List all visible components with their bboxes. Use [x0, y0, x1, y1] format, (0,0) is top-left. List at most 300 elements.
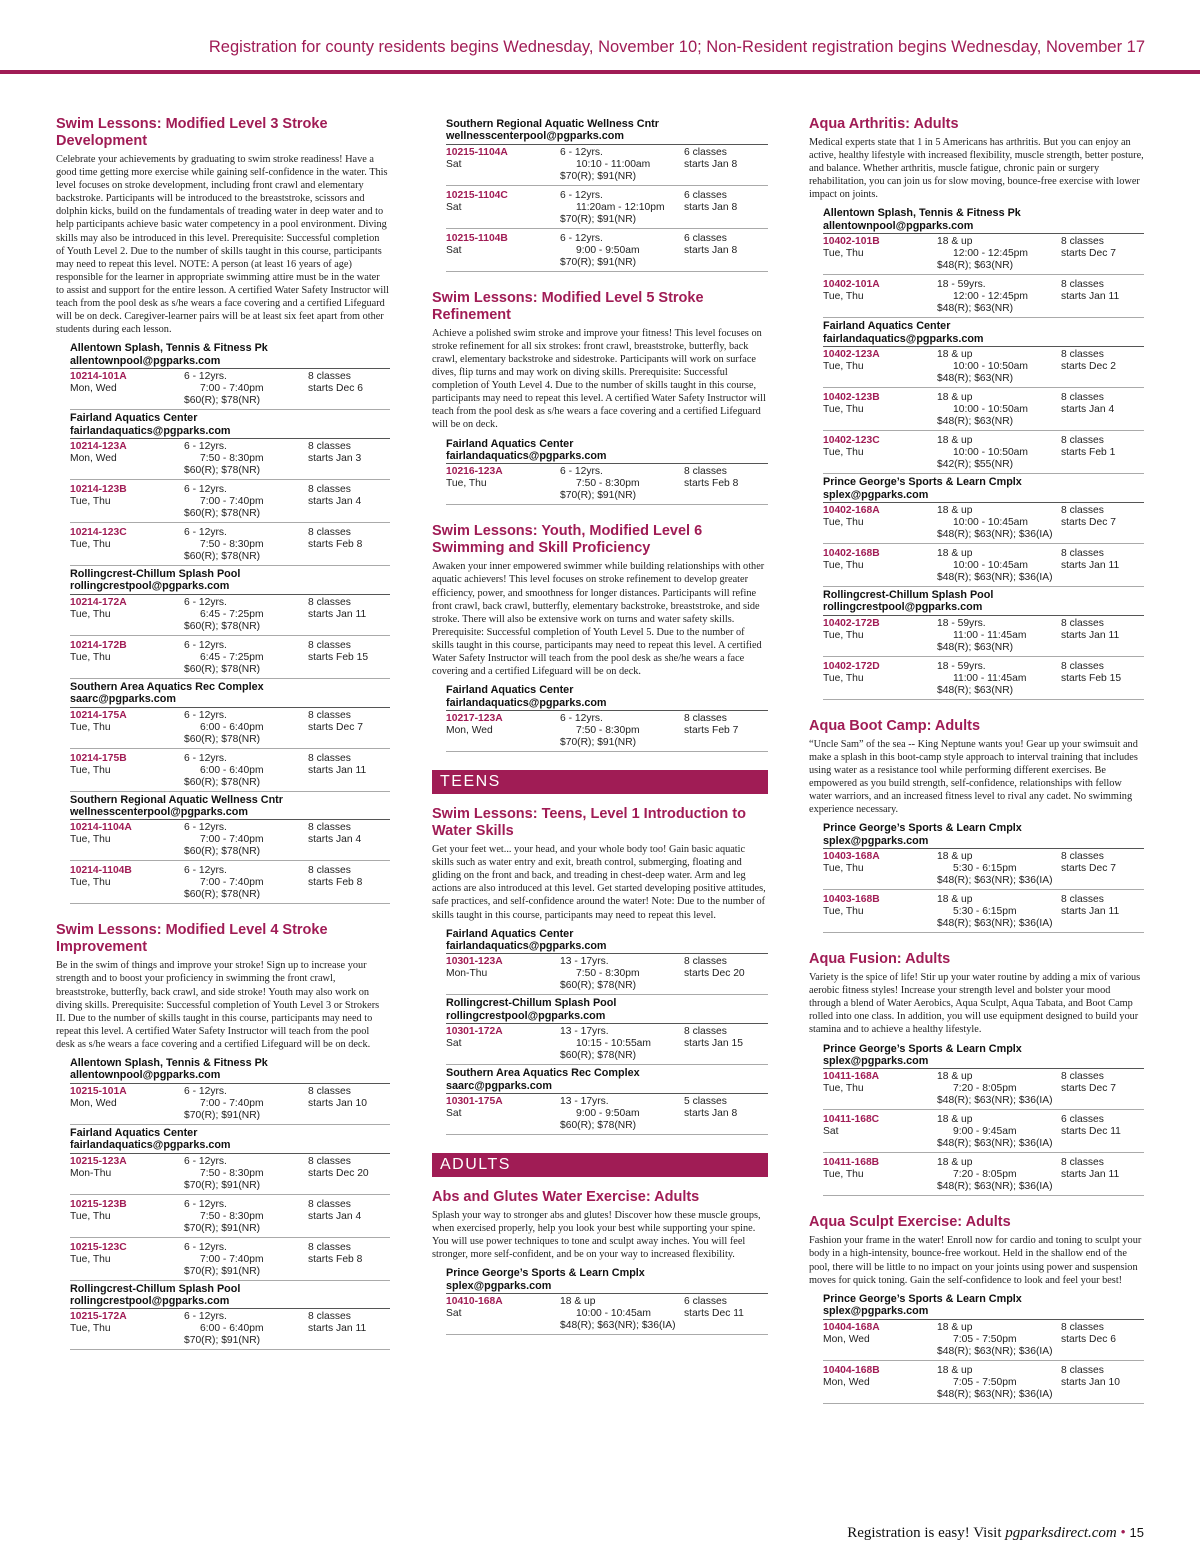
start-date: starts Jan 11 — [308, 1323, 367, 1335]
location-email[interactable]: rollingcrestpool@pgparks.com — [446, 1010, 768, 1024]
class-time: 10:10 - 11:00am — [576, 158, 651, 170]
class-count: 8 classes — [1061, 547, 1104, 559]
class-days: Tue, Thu — [823, 863, 864, 875]
class-count: 8 classes — [1061, 894, 1104, 906]
location-name: Fairland Aquatics Center — [446, 684, 574, 697]
start-date: starts Dec 20 — [684, 968, 745, 980]
location-block — [823, 320, 1144, 474]
class-row — [823, 277, 1144, 318]
age-range: 6 - 12yrs. — [560, 232, 603, 244]
age-range: 18 - 59yrs. — [937, 279, 986, 291]
location-name: Southern Regional Aquatic Wellness Cntr — [70, 793, 283, 806]
course-code[interactable]: 10215-1104A — [446, 146, 508, 158]
class-count: 8 classes — [308, 865, 351, 877]
location-block — [823, 1293, 1144, 1404]
location-email[interactable]: rollingcrestpool@pgparks.com — [70, 580, 390, 594]
location-name: Allentown Splash, Tennis & Fitness Pk — [70, 1057, 268, 1070]
start-date: starts Jan 4 — [308, 495, 362, 507]
class-time: 9:00 - 9:50am — [576, 244, 640, 256]
class-count: 8 classes — [1061, 392, 1104, 404]
class-days: Tue, Thu — [70, 651, 111, 663]
age-range: 13 - 17yrs. — [560, 1026, 609, 1038]
class-time: 9:00 - 9:45am — [953, 1126, 1017, 1138]
location-block — [70, 412, 390, 566]
course-code[interactable]: 10402-172D — [823, 660, 880, 672]
class-time: 6:00 - 6:40pm — [200, 721, 264, 733]
course-code[interactable]: 10215-1104C — [446, 189, 508, 201]
program-section — [56, 116, 390, 904]
course-code[interactable]: 10215-101A — [70, 1085, 127, 1097]
start-date: starts Dec 7 — [1061, 248, 1116, 260]
class-count: 8 classes — [1061, 1321, 1104, 1333]
program-description: Fashion your frame in the water! Enroll now for cardio and toning to sculpt your body in a high-intensity, bounce-free workout. Held in the shallow end of the pool, there will be little to no impact on your joints using power and suspension moves for quick toning. Gain the self-confidence to look and feel your best! — [809, 1235, 1142, 1286]
website-link[interactable]: pgparksdirect.com — [1005, 1525, 1117, 1541]
program-description: Awaken your inner empowered swimmer while building relationships with other aquatic achievers! This level focuses on stroke refinement to develop greater efficiency, power, and smoothness for longer distances. Participants will refine front crawl, back crawl, butterfly, elementary backstroke, breaststroke, and side stroke. There will also be extensive work on turns and water safety skills. Prerequisite: Successful completion of Youth Level 5. Due to the number of skills taught in this course, participants may need to repeat this level. A certified Water Safety Instructor will teach from the pool desk as she/he wears a face covering and a certified Lifeguard will be on deck. — [432, 561, 765, 678]
class-count: 8 classes — [308, 1155, 351, 1167]
class-row — [70, 708, 390, 749]
age-range: 6 - 12yrs. — [560, 189, 603, 201]
class-row — [823, 503, 1144, 544]
class-fee: $60(R); $78(NR) — [184, 507, 261, 519]
class-row — [823, 659, 1144, 700]
start-date: starts Jan 8 — [684, 244, 738, 256]
location-name: Fairland Aquatics Center — [446, 927, 574, 940]
course-code[interactable]: 10214-172A — [70, 596, 127, 608]
course-code[interactable]: 10301-175A — [446, 1096, 503, 1108]
location-name: Rollingcrest-Chillum Splash Pool — [70, 1282, 241, 1295]
page-number: 15 — [1129, 1525, 1144, 1540]
age-range: 6 - 12yrs. — [184, 822, 227, 834]
start-date: starts Dec 7 — [308, 721, 363, 733]
location-email[interactable]: rollingcrestpool@pgparks.com — [70, 1295, 390, 1309]
course-code[interactable]: 10214-123B — [70, 483, 127, 495]
class-fee: $60(R); $78(NR) — [184, 733, 261, 745]
class-days: Tue, Thu — [823, 361, 864, 373]
class-days: Tue, Thu — [823, 629, 864, 641]
program-section — [432, 1189, 768, 1335]
course-code[interactable]: 10402-168A — [823, 504, 880, 516]
class-row — [823, 347, 1144, 388]
start-date: starts Jan 11 — [308, 764, 367, 776]
class-time: 10:00 - 10:45am — [576, 1308, 651, 1320]
course-code[interactable]: 10402-123B — [823, 392, 880, 404]
class-count: 6 classes — [684, 232, 727, 244]
class-time: 7:00 - 7:40pm — [200, 383, 264, 395]
course-code[interactable]: 10301-172A — [446, 1026, 503, 1038]
class-row — [70, 482, 390, 523]
class-row — [70, 525, 390, 566]
class-time: 11:00 - 11:45am — [953, 629, 1027, 641]
column-right — [809, 116, 1144, 1422]
location-name: Rollingcrest-Chillum Splash Pool — [823, 588, 994, 601]
class-count: 8 classes — [308, 1311, 351, 1323]
course-code[interactable]: 10214-123C — [70, 526, 127, 538]
age-range: 6 - 12yrs. — [184, 639, 227, 651]
start-date: starts Dec 6 — [1061, 1333, 1116, 1345]
class-fee: $42(R); $55(NR) — [937, 459, 1014, 471]
class-count: 8 classes — [1061, 1071, 1104, 1083]
class-row — [446, 231, 768, 272]
class-count: 5 classes — [684, 1096, 727, 1108]
course-code[interactable]: 10217-123A — [446, 713, 503, 725]
location-email[interactable]: fairlandaquatics@pgparks.com — [446, 940, 768, 954]
class-days: Mon, Wed — [823, 1333, 870, 1345]
class-time: 10:00 - 10:50am — [953, 447, 1028, 459]
class-fee: $70(R); $91(NR) — [184, 1109, 261, 1121]
location-block — [70, 1057, 390, 1125]
course-code[interactable]: 10215-172A — [70, 1311, 127, 1323]
class-time: 7:50 - 8:30pm — [200, 452, 264, 464]
course-code[interactable]: 10215-123C — [70, 1241, 127, 1253]
class-time: 6:00 - 6:40pm — [200, 764, 264, 776]
program-section — [432, 523, 768, 752]
class-days: Sat — [446, 1308, 462, 1320]
class-count: 8 classes — [308, 1085, 351, 1097]
footer-bullet: • — [1120, 1525, 1126, 1541]
location-email[interactable]: fairlandaquatics@pgparks.com — [446, 697, 768, 711]
class-fee: $70(R); $91(NR) — [184, 1335, 261, 1347]
class-count: 8 classes — [1061, 851, 1104, 863]
start-date: starts Jan 11 — [308, 608, 367, 620]
location-block — [70, 681, 390, 792]
location-email[interactable]: saarc@pgparks.com — [70, 693, 390, 707]
age-range: 18 & up — [937, 504, 973, 516]
program-title: Swim Lessons: Modified Level 5 Stroke Refinement — [432, 289, 704, 323]
program-title: Abs and Glutes Water Exercise: Adults — [432, 1189, 700, 1206]
class-row — [446, 188, 768, 229]
class-count: 8 classes — [684, 1026, 727, 1038]
class-count: 8 classes — [1061, 660, 1104, 672]
age-range: 6 - 12yrs. — [184, 1311, 227, 1323]
start-date: starts Feb 8 — [308, 1253, 363, 1265]
class-row — [70, 595, 390, 636]
program-title: Swim Lessons: Modified Level 4 Stroke Improvement — [56, 922, 328, 956]
registration-dates-banner: Registration for county residents begins Wednesday, November 10; Non-Resident registration begins Wednesday, November 17 — [208, 38, 1145, 56]
class-time: 11:00 - 11:45am — [953, 672, 1027, 684]
age-range: 18 & up — [937, 349, 973, 361]
location-block — [823, 1043, 1144, 1197]
class-fee: $70(R); $91(NR) — [560, 737, 637, 749]
location-name: Southern Regional Aquatic Wellness Cntr — [446, 118, 659, 130]
class-count: 8 classes — [308, 709, 351, 721]
course-code[interactable]: 10301-123A — [446, 956, 503, 968]
location-email[interactable]: splex@pgparks.com — [823, 489, 1144, 503]
class-days: Tue, Thu — [70, 538, 111, 550]
age-range: 6 - 12yrs. — [184, 483, 227, 495]
course-code[interactable]: 10214-175A — [70, 709, 127, 721]
start-date: starts Dec 20 — [308, 1167, 369, 1179]
class-days: Mon, Wed — [446, 725, 493, 737]
class-days: Tue, Thu — [70, 495, 111, 507]
course-code[interactable]: 10402-123C — [823, 435, 880, 447]
class-row — [446, 711, 768, 752]
program-section — [809, 1214, 1144, 1403]
start-date: starts Feb 15 — [1061, 672, 1122, 684]
location-block — [823, 476, 1144, 587]
class-row — [823, 433, 1144, 474]
class-days: Tue, Thu — [70, 834, 111, 846]
class-fee: $70(R); $91(NR) — [560, 170, 637, 182]
class-row — [70, 1084, 390, 1125]
location-email[interactable]: splex@pgparks.com — [823, 1305, 1144, 1319]
class-days: Tue, Thu — [823, 291, 864, 303]
course-code[interactable]: 10402-172B — [823, 617, 880, 629]
class-fee: $70(R); $91(NR) — [560, 490, 637, 502]
class-row — [70, 820, 390, 861]
class-days: Tue, Thu — [823, 447, 864, 459]
location-name: Prince George’s Sports & Learn Cmplx — [823, 1042, 1022, 1055]
age-range: 18 & up — [560, 1296, 596, 1308]
age-range: 6 - 12yrs. — [184, 440, 227, 452]
location-email[interactable]: wellnesscenterpool@pgparks.com — [70, 806, 390, 820]
class-days: Tue, Thu — [823, 1169, 864, 1181]
class-fee: $70(R); $91(NR) — [560, 213, 637, 225]
class-count: 8 classes — [684, 713, 727, 725]
start-date: starts Jan 10 — [308, 1097, 367, 1109]
start-date: starts Feb 7 — [684, 725, 739, 737]
start-date: starts Dec 11 — [684, 1308, 744, 1320]
class-fee: $48(R); $63(NR); $36(IA) — [937, 1138, 1053, 1150]
class-fee: $60(R); $78(NR) — [560, 1120, 637, 1132]
class-days: Mon, Wed — [70, 383, 117, 395]
class-time: 7:50 - 8:30pm — [576, 968, 640, 980]
class-row — [823, 1155, 1144, 1196]
location-email[interactable]: splex@pgparks.com — [823, 835, 1144, 849]
program-section — [432, 290, 768, 506]
class-time: 5:30 - 6:15pm — [953, 906, 1017, 918]
class-days: Tue, Thu — [823, 248, 864, 260]
class-days: Sat — [446, 1108, 462, 1120]
class-fee: $48(R); $63(NR) — [937, 641, 1014, 653]
class-fee: $70(R); $91(NR) — [184, 1179, 261, 1191]
location-block — [446, 1267, 768, 1335]
program-description: Variety is the spice of life! Stir up your water routine by adding a mix of various aerobic fitness styles! Increase your strength level and bolster your mood through a blend of Water Aerobics, Aqua Sculpt, Aqua Tabata, and Boot Camp rolled into one class. In addition, you will use equipment designed to build your stamina and to achieve a healthy lifestyle. — [809, 972, 1141, 1036]
column-left — [56, 116, 390, 1368]
start-date: starts Jan 8 — [684, 201, 738, 213]
class-time: 7:00 - 7:40pm — [200, 495, 264, 507]
program-title: Swim Lessons: Modified Level 3 Stroke Development — [56, 116, 328, 149]
class-row — [446, 145, 768, 186]
course-code[interactable]: 10403-168A — [823, 851, 880, 863]
column-middle — [432, 116, 768, 1353]
class-row — [446, 954, 768, 995]
course-code[interactable]: 10402-101A — [823, 279, 880, 291]
footer-lead: Registration is easy! — [847, 1525, 970, 1541]
section-band-adults: ADULTS — [432, 1153, 768, 1177]
class-time: 7:50 - 8:30pm — [576, 725, 640, 737]
class-fee: $70(R); $91(NR) — [184, 1265, 261, 1277]
course-code[interactable]: 10411-168C — [823, 1114, 880, 1126]
course-code[interactable]: 10214-175B — [70, 752, 127, 764]
location-block — [70, 794, 390, 905]
course-code[interactable]: 10404-168A — [823, 1321, 880, 1333]
class-time: 6:45 - 7:25pm — [200, 651, 264, 663]
location-email[interactable]: saarc@pgparks.com — [446, 1080, 768, 1094]
age-range: 6 - 12yrs. — [184, 526, 227, 538]
location-block — [70, 1127, 390, 1281]
age-range: 18 & up — [937, 435, 973, 447]
class-fee: $48(R); $63(NR) — [937, 260, 1014, 272]
course-code[interactable]: 10215-123B — [70, 1198, 127, 1210]
location-block — [823, 589, 1144, 700]
class-time: 10:15 - 10:55am — [576, 1038, 651, 1050]
course-code[interactable]: 10214-172B — [70, 639, 127, 651]
class-row — [70, 1309, 390, 1350]
location-email[interactable]: fairlandaquatics@pgparks.com — [70, 1139, 390, 1153]
section-band-teens: TEENS — [432, 770, 768, 794]
class-fee: $60(R); $78(NR) — [184, 550, 261, 562]
age-range: 13 - 17yrs. — [560, 1096, 609, 1108]
class-time: 7:50 - 8:30pm — [200, 1210, 264, 1222]
class-time: 12:00 - 12:45pm — [953, 248, 1028, 260]
location-block — [446, 438, 768, 506]
course-code[interactable]: 10214-101A — [70, 371, 127, 383]
class-days: Tue, Thu — [70, 764, 111, 776]
class-fee: $48(R); $63(NR); $36(IA) — [937, 528, 1053, 540]
header-rule — [0, 70, 1200, 74]
age-range: 18 & up — [937, 1114, 973, 1126]
location-block — [70, 1283, 390, 1351]
class-fee: $48(R); $63(NR) — [937, 684, 1014, 696]
class-time: 7:05 - 7:50pm — [953, 1333, 1017, 1345]
start-date: starts Jan 3 — [308, 452, 362, 464]
class-days: Tue, Thu — [823, 516, 864, 528]
location-name: Fairland Aquatics Center — [823, 320, 951, 333]
age-range: 6 - 12yrs. — [184, 1241, 227, 1253]
start-date: starts Jan 8 — [684, 158, 738, 170]
location-name: Fairland Aquatics Center — [70, 412, 198, 425]
start-date: starts Jan 11 — [1061, 629, 1120, 641]
course-code[interactable]: 10402-101B — [823, 236, 880, 248]
location-name: Prince George’s Sports & Learn Cmplx — [446, 1267, 645, 1280]
course-code[interactable]: 10402-168B — [823, 547, 880, 559]
class-row — [70, 1240, 390, 1281]
location-block — [446, 1067, 768, 1135]
age-range: 6 - 12yrs. — [184, 1085, 227, 1097]
class-fee: $48(R); $63(NR); $36(IA) — [937, 1388, 1053, 1400]
class-time: 10:00 - 10:45am — [953, 559, 1028, 571]
course-code[interactable]: 10403-168B — [823, 894, 880, 906]
class-count: 8 classes — [1061, 504, 1104, 516]
class-count: 8 classes — [684, 956, 727, 968]
age-range: 18 & up — [937, 894, 973, 906]
location-email[interactable]: allentownpool@pgparks.com — [70, 1069, 390, 1083]
class-days: Sat — [446, 201, 462, 213]
location-email[interactable]: wellnesscenterpool@pgparks.com — [446, 130, 768, 144]
class-row — [70, 638, 390, 679]
class-count: 8 classes — [308, 752, 351, 764]
class-fee: $60(R); $78(NR) — [184, 464, 261, 476]
course-code[interactable]: 10214-1104B — [70, 865, 132, 877]
class-days: Sat — [446, 158, 462, 170]
class-days: Tue, Thu — [823, 404, 864, 416]
location-email[interactable]: fairlandaquatics@pgparks.com — [446, 450, 768, 464]
age-range: 6 - 12yrs. — [184, 1198, 227, 1210]
program-title: Aqua Boot Camp: Adults — [809, 717, 981, 734]
location-email[interactable]: splex@pgparks.com — [446, 1280, 768, 1294]
class-row — [823, 616, 1144, 657]
course-code[interactable]: 10216-123A — [446, 466, 503, 478]
program-section — [809, 951, 1144, 1196]
class-count: 8 classes — [308, 1198, 351, 1210]
class-days: Tue, Thu — [823, 559, 864, 571]
class-time: 9:00 - 9:50am — [576, 1108, 640, 1120]
class-time: 7:20 - 8:05pm — [953, 1169, 1017, 1181]
program-section — [809, 718, 1144, 933]
course-code[interactable]: 10411-168A — [823, 1071, 880, 1083]
class-time: 5:30 - 6:15pm — [953, 863, 1017, 875]
class-time: 10:00 - 10:50am — [953, 404, 1028, 416]
class-time: 7:50 - 8:30pm — [576, 478, 640, 490]
class-fee: $60(R); $78(NR) — [184, 395, 261, 407]
class-fee: $60(R); $78(NR) — [184, 889, 261, 901]
course-code[interactable]: 10215-123A — [70, 1155, 127, 1167]
age-range: 6 - 12yrs. — [184, 1155, 227, 1167]
course-code[interactable]: 10402-123A — [823, 349, 880, 361]
location-name: Southern Area Aquatics Rec Complex — [446, 1067, 640, 1080]
class-row — [446, 1094, 768, 1135]
age-range: 6 - 12yrs. — [184, 709, 227, 721]
program-section — [56, 922, 390, 1350]
program-description: Achieve a polished swim stroke and improve your fitness! This level focuses on stroke refinement for all six strokes: front crawl, breaststroke, butterfly, back crawl, elementary backstroke and sidestroke. Participants will work on surface dives, flip turns and may work on diving skills. Prerequisite: Successful completion of Youth Level 4. Due to the number of skills taught in this course, participants may need to repeat this level. A certified Water Safety Instructor will teach from the pool desk as s/he wears a face covering and a certified Lifeguard will be on deck. — [432, 327, 766, 431]
age-range: 18 & up — [937, 547, 973, 559]
start-date: starts Dec 7 — [1061, 863, 1116, 875]
start-date: starts Jan 11 — [1061, 291, 1120, 303]
age-range: 6 - 12yrs. — [560, 713, 603, 725]
class-fee: $48(R); $63(NR); $36(IA) — [560, 1320, 676, 1332]
age-range: 6 - 12yrs. — [184, 596, 227, 608]
course-code[interactable]: 10411-168B — [823, 1157, 880, 1169]
location-email[interactable]: fairlandaquatics@pgparks.com — [70, 425, 390, 439]
program-title: Swim Lessons: Teens, Level 1 Introduction to Water Skills — [432, 806, 746, 840]
age-range: 18 - 59yrs. — [937, 660, 986, 672]
course-code[interactable]: 10215-1104B — [446, 232, 508, 244]
class-days: Tue, Thu — [70, 877, 111, 889]
start-date: starts Jan 11 — [1061, 1169, 1120, 1181]
location-email[interactable]: allentownpool@pgparks.com — [70, 355, 390, 369]
age-range: 6 - 12yrs. — [184, 371, 227, 383]
class-count: 8 classes — [308, 1241, 351, 1253]
class-count: 8 classes — [1061, 236, 1104, 248]
class-time: 7:00 - 7:40pm — [200, 834, 264, 846]
location-email[interactable]: splex@pgparks.com — [823, 1055, 1144, 1069]
class-days: Tue, Thu — [446, 478, 487, 490]
location-email[interactable]: allentownpool@pgparks.com — [823, 220, 1144, 234]
location-email[interactable]: fairlandaquatics@pgparks.com — [823, 333, 1144, 347]
start-date: starts Jan 4 — [308, 1210, 362, 1222]
class-fee: $60(R); $78(NR) — [184, 663, 261, 675]
class-fee: $60(R); $78(NR) — [560, 1050, 637, 1062]
course-code[interactable]: 10410-168A — [446, 1296, 503, 1308]
start-date: starts Dec 6 — [308, 383, 363, 395]
program-description: Be in the swim of things and improve your stroke! Sign up to increase your strength and to boost your proficiency in swimming the front crawl, breaststroke, butterfly, back crawl, and side stroke! Youth may also work on diving skills. Prerequisite: Successful completion of Youth Level 3 or Strokers II. Due to the number of skills taught in this course, participants may need to repeat this level. A certified Water Safety Instructor will teach from the pool desk as s/he wears a face covering and a certified Lifeguard will be on deck. — [56, 960, 380, 1050]
class-count: 6 classes — [1061, 1114, 1104, 1126]
course-code[interactable]: 10214-123A — [70, 440, 127, 452]
course-code[interactable]: 10404-168B — [823, 1364, 880, 1376]
class-time: 7:05 - 7:50pm — [953, 1376, 1017, 1388]
program-section — [809, 116, 1144, 700]
class-count: 8 classes — [308, 440, 351, 452]
class-days: Mon-Thu — [70, 1167, 112, 1179]
class-time: 10:00 - 10:50am — [953, 361, 1028, 373]
program-title: Aqua Fusion: Adults — [809, 951, 951, 968]
location-name: Southern Area Aquatics Rec Complex — [70, 680, 264, 693]
age-range: 18 & up — [937, 236, 973, 248]
program-description: Medical experts state that 1 in 5 Americans has arthritis. But you can enjoy an active, healthy lifestyle with increased flexibility, muscle strength, better posture, and balance. Whether arthritis, muscle fatigue, chronic pain or surgery rehabilitation, you can join us for slow moving, bounce-free exercise with lower impact on joints. — [809, 137, 1144, 201]
location-email[interactable]: rollingcrestpool@pgparks.com — [823, 601, 1144, 615]
course-code[interactable]: 10214-1104A — [70, 822, 132, 834]
class-days: Mon, Wed — [70, 1097, 117, 1109]
